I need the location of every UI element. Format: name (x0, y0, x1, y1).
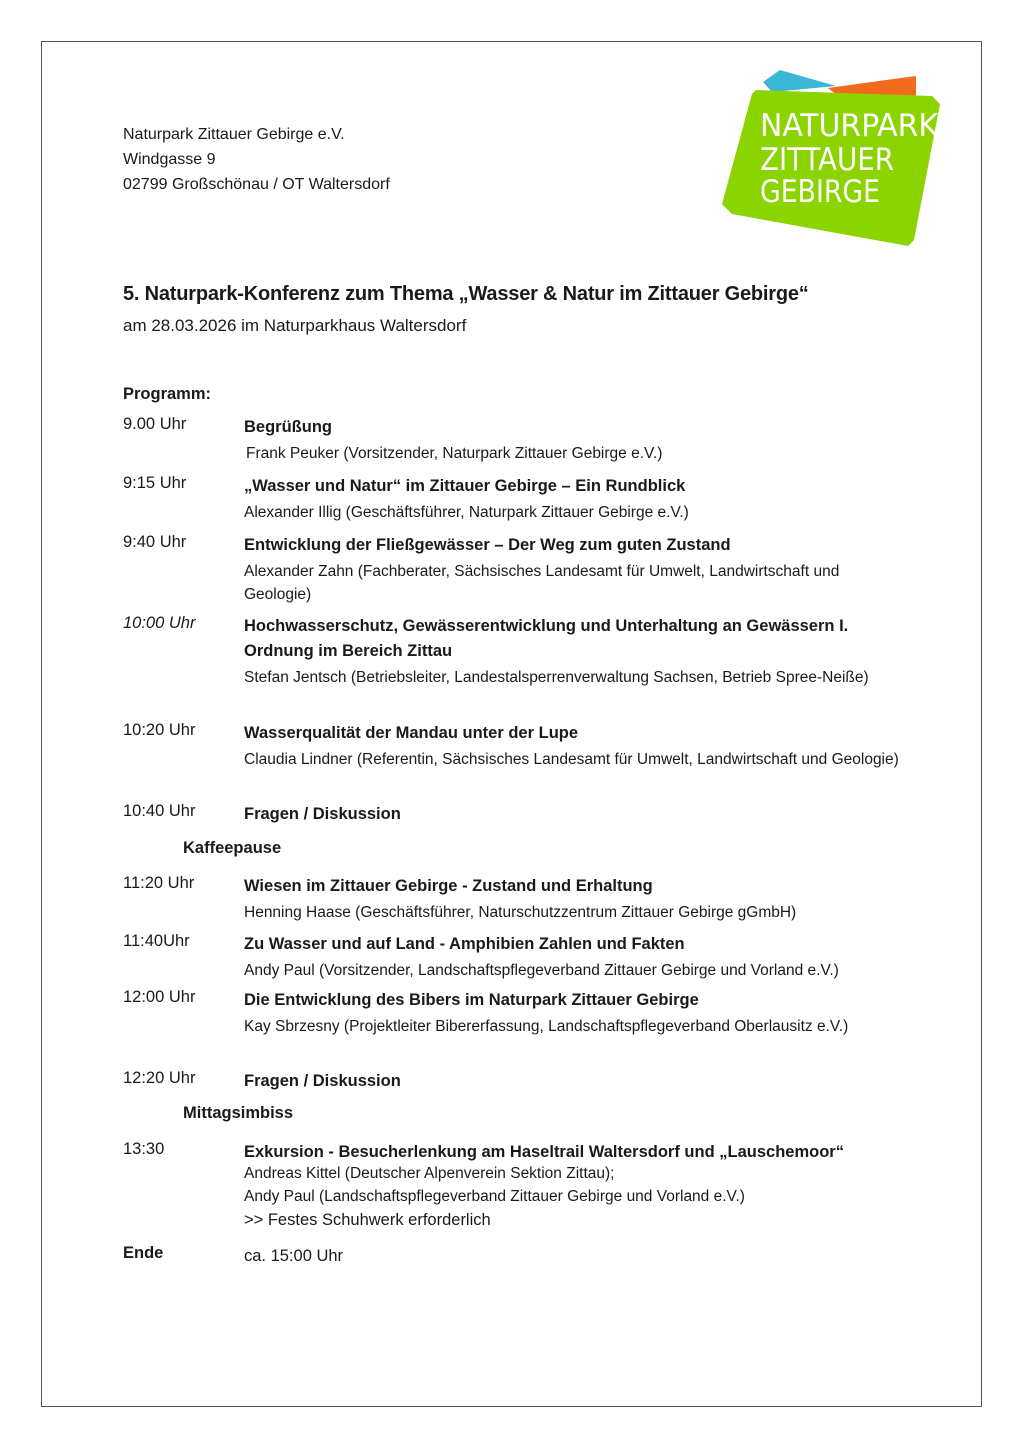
address-org: Naturpark Zittauer Gebirge e.V. (123, 126, 345, 143)
program-speaker: Andreas Kittel (Deutscher Alpenverein Sektion Zittau); (244, 1165, 615, 1182)
program-time: 13:30 (123, 1140, 165, 1158)
conference-subtitle: am 28.03.2026 im Naturparkhaus Waltersdorf (123, 316, 467, 335)
program-speaker: Frank Peuker (Vorsitzender, Naturpark Zittauer Gebirge e.V.) (246, 445, 663, 462)
address-city: 02799 Großschönau / OT Waltersdorf (123, 176, 390, 193)
program-time: 9.00 Uhr (123, 415, 187, 433)
program-time: 10:20 Uhr (123, 721, 196, 739)
program-topic: Fragen / Diskussion (244, 805, 401, 823)
program-note: >> Festes Schuhwerk erforderlich (244, 1211, 491, 1229)
program-speaker: Stefan Jentsch (Betriebsleiter, Landestalsperrenverwaltung Sachsen, Betrieb Spree-Neiße) (244, 669, 869, 686)
lunch-break: Mittagsimbiss (183, 1104, 294, 1122)
program-topic: „Wasser und Natur“ im Zittauer Gebirge – Ein Rundblick (244, 477, 686, 495)
naturpark-logo (718, 66, 946, 246)
program-topic: Hochwasserschutz, Gewässerentwicklung und Unterhaltung an Gewässern I. Ordnung im Bereich Zittau (244, 617, 849, 660)
program-time: 12:00 Uhr (123, 988, 196, 1006)
program-speaker: Andy Paul (Vorsitzender, Landschaftspflegeverband Zittauer Gebirge und Vorland e.V.) (244, 962, 839, 979)
program-time: 11:40Uhr (123, 932, 190, 950)
program-topic: Begrüßung (244, 418, 332, 436)
program-time: 10:40 Uhr (123, 802, 196, 820)
program-speaker: Henning Haase (Geschäftsführer, Naturschutzzentrum Zittauer Gebirge gGmbH) (244, 904, 797, 921)
program-time: 11:20 Uhr (123, 874, 195, 892)
program-time: 9:15 Uhr (123, 474, 187, 492)
logo-line2: ZITTAUER (760, 142, 894, 178)
sender-address (123, 122, 390, 197)
program-time: 10:00 Uhr (123, 614, 196, 632)
conference-title: 5. Naturpark-Konferenz zum Thema „Wasser & Natur im Zittauer Gebirge“ (123, 283, 809, 305)
program-time: 9:40 Uhr (123, 533, 187, 551)
end-label: Ende (123, 1244, 164, 1262)
program-topic: Exkursion - Besucherlenkung am Haseltrail Waltersdorf und „Lauschemoor“ (244, 1143, 844, 1161)
program-speaker: Andy Paul (Landschaftspflegeverband Zittauer Gebirge und Vorland e.V.) (244, 1188, 745, 1205)
address-street: Windgasse 9 (123, 151, 216, 168)
program-topic: Wasserqualität der Mandau unter der Lupe (244, 724, 579, 742)
program-label: Programm: (123, 385, 212, 403)
program-speaker: Kay Sbrzesny (Projektleiter Bibererfassung, Landschaftspflegeverband Oberlausitz e.V.) (244, 1018, 849, 1035)
coffee-break: Kaffeepause (183, 839, 282, 857)
logo-blue-shape (763, 70, 836, 92)
end-value: ca. 15:00 Uhr (244, 1247, 344, 1265)
program-topic: Wiesen im Zittauer Gebirge - Zustand und Erhaltung (244, 877, 653, 895)
program-topic: Entwicklung der Fließgewässer – Der Weg zum guten Zustand (244, 536, 731, 554)
program-time: 12:20 Uhr (123, 1069, 196, 1087)
logo-line3: GEBIRGE (760, 174, 880, 210)
program-speaker: Alexander Illig (Geschäftsführer, Naturpark Zittauer Gebirge e.V.) (244, 504, 689, 521)
program-topic: Die Entwicklung des Bibers im Naturpark Zittauer Gebirge (244, 991, 699, 1009)
program-topic: Fragen / Diskussion (244, 1072, 401, 1090)
program-topic: Zu Wasser und auf Land - Amphibien Zahlen und Fakten (244, 935, 685, 953)
program-speaker: Alexander Zahn (Fachberater, Sächsisches Landesamt für Umwelt, Landwirtschaft und Geologie) (244, 563, 840, 603)
logo-line1: NATURPARK (760, 108, 939, 144)
program-speaker: Claudia Lindner (Referentin, Sächsisches Landesamt für Umwelt, Landwirtschaft und Geologie) (244, 751, 899, 768)
